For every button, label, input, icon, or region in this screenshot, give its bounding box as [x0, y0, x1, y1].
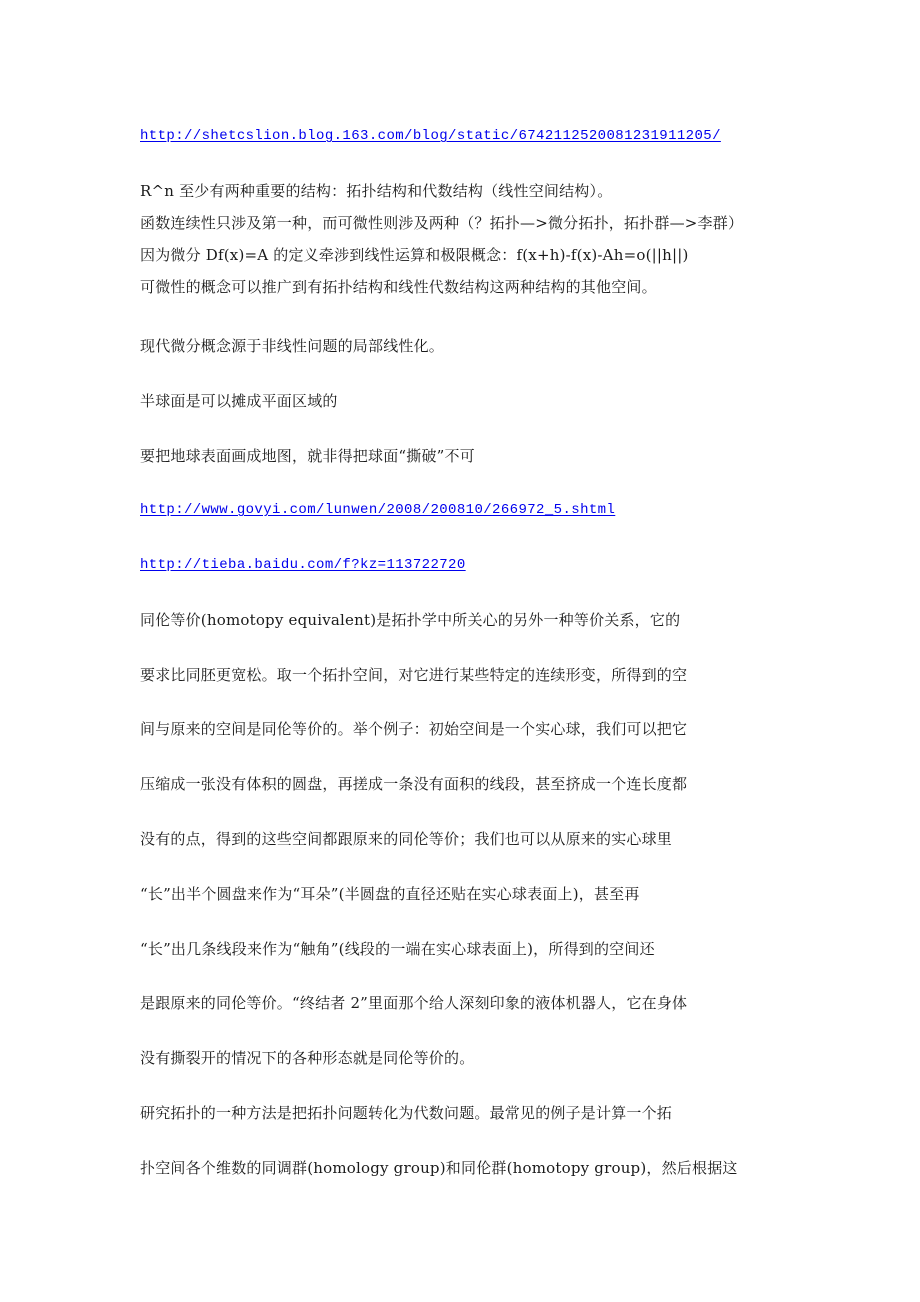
text-line: 可微性的概念可以推广到有拓扑结构和线性代数结构这两种结构的其他空间。	[140, 278, 657, 296]
text-line: 现代微分概念源于非线性问题的局部线性化。	[140, 337, 445, 355]
text-line: 要求比同胚更宽松。取一个拓扑空间，对它进行某些特定的连续形变，所得到的空	[140, 666, 688, 684]
text-line: “长”出半个圆盘来作为“耳朵”(半圆盘的直径还贴在实心球表面上)，甚至再	[140, 885, 640, 903]
text-line: 没有的点，得到的这些空间都跟原来的同伦等价；我们也可以从原来的实心球里	[140, 830, 673, 848]
text-line: 是跟原来的同伦等价。“终结者 2”里面那个给人深刻印象的液体机器人，它在身体	[140, 994, 688, 1012]
text-line: 间与原来的空间是同伦等价的。举个例子：初始空间是一个实心球，我们可以把它	[140, 720, 688, 738]
text-line: 扑空间各个维数的同调群(homology group)和同伦群(homotopy group)，然后根据这	[140, 1159, 738, 1177]
text-line: 函数连续性只涉及第一种，而可微性则涉及两种（？拓扑—>微分拓扑，拓扑群—>李群）	[140, 214, 744, 232]
link-govyi-lunwen[interactable]: http://www.govyi.com/lunwen/2008/200810/266972_5.shtml	[140, 502, 616, 518]
link-tieba-baidu[interactable]: http://tieba.baidu.com/f?kz=113722720	[140, 557, 466, 573]
link-shetcslion-blog[interactable]: http://shetcslion.blog.163.com/blog/static/6742112520081231911205/	[140, 128, 721, 144]
text-line: 半球面是可以摊成平面区域的	[140, 392, 338, 410]
text-line: 因为微分 Df(x)=A 的定义牵涉到线性运算和极限概念：f(x+h)-f(x)-Ah=o(||h||)	[140, 246, 689, 264]
text-line: “长”出几条线段来作为“触角”(线段的一端在实心球表面上)，所得到的空间还	[140, 940, 655, 958]
text-line: 研究拓扑的一种方法是把拓扑问题转化为代数问题。最常见的例子是计算一个拓	[140, 1104, 673, 1122]
text-line: R^n 至少有两种重要的结构：拓扑结构和代数结构（线性空间结构）。	[140, 182, 613, 200]
text-line: 压缩成一张没有体积的圆盘，再搓成一条没有面积的线段，甚至挤成一个连长度都	[140, 775, 688, 793]
text-line: 没有撕裂开的情况下的各种形态就是同伦等价的。	[140, 1049, 475, 1067]
text-line: 同伦等价(homotopy equivalent)是拓扑学中所关心的另外一种等价关系，它的	[140, 611, 681, 629]
text-line: 要把地球表面画成地图，就非得把球面“撕破”不可	[140, 447, 475, 465]
